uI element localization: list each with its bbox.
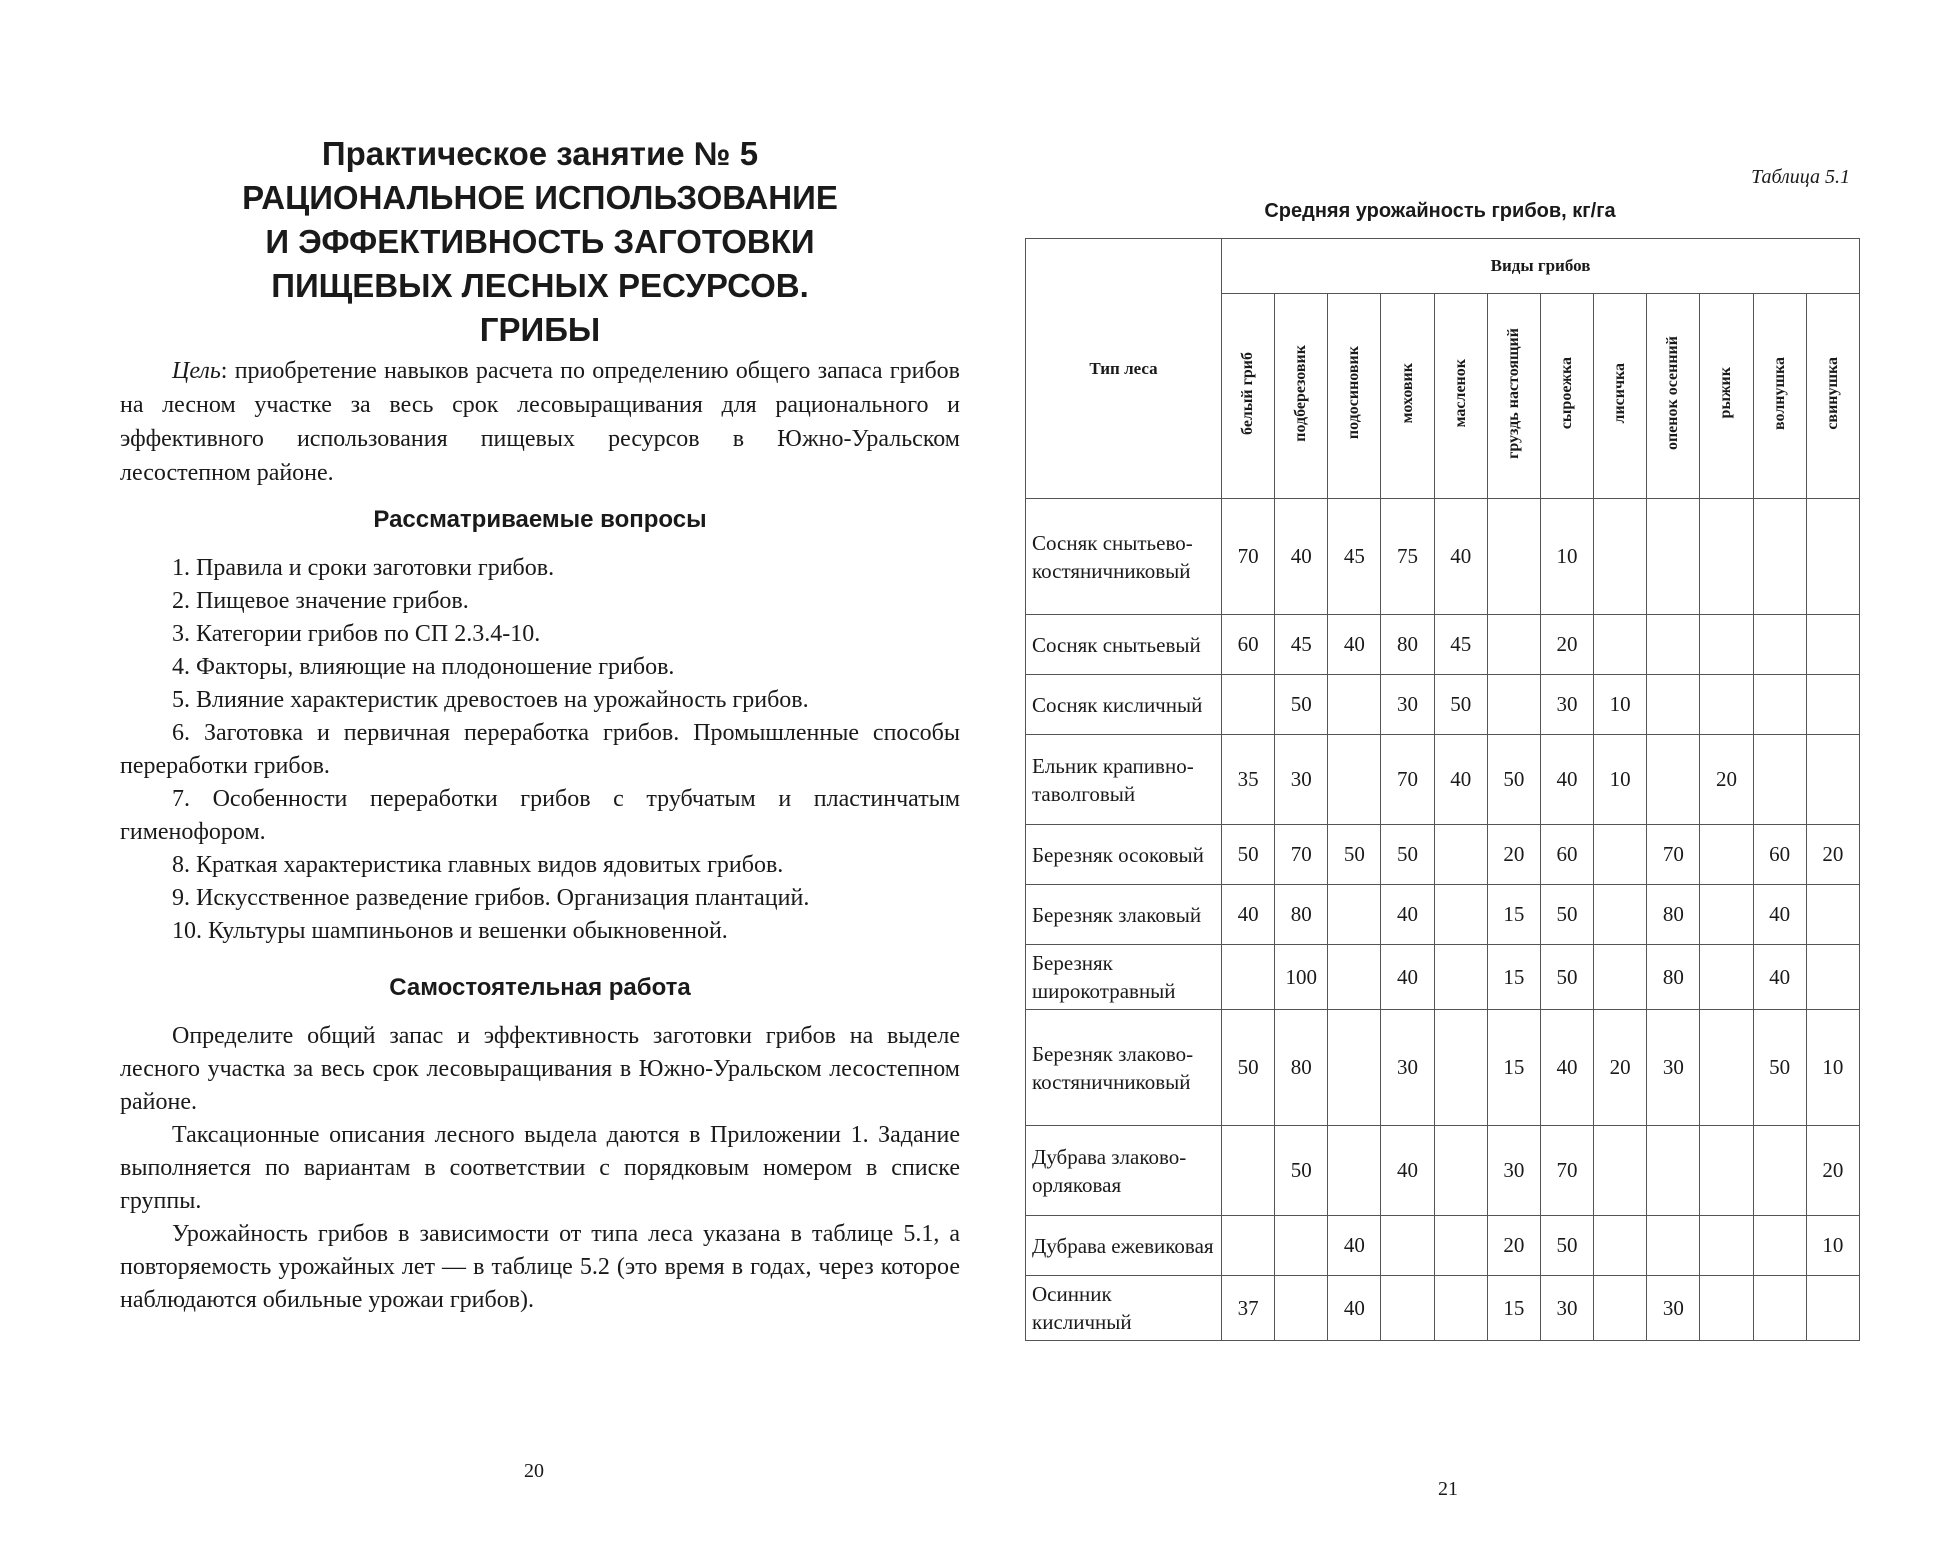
lesson-title [110, 132, 970, 352]
yield-cell: 15 [1487, 885, 1540, 945]
yield-cell [1328, 945, 1381, 1010]
yield-cell: 30 [1540, 675, 1593, 735]
question-item: 9. Искусственное разведение грибов. Организация плантаций. [172, 885, 810, 911]
yield-cell [1647, 615, 1700, 675]
yield-cell [1700, 885, 1753, 945]
yield-cell: 40 [1328, 615, 1381, 675]
goal-label: Цель [172, 358, 221, 384]
species-label: рыжик [1717, 367, 1735, 419]
yield-cell: 40 [1328, 1216, 1381, 1276]
forest-type-cell: Сосняк снытьево-костяничниковый [1026, 499, 1222, 615]
yield-cell [1487, 615, 1540, 675]
yield-cell [1487, 675, 1540, 735]
species-label: масленок [1451, 358, 1469, 428]
yield-cell: 35 [1222, 735, 1275, 825]
yield-cell [1806, 615, 1859, 675]
yield-cell: 45 [1328, 499, 1381, 615]
question-item: 5. Влияние характеристик древостоев на урожайность грибов. [172, 687, 809, 713]
species-header [1753, 294, 1806, 499]
yield-cell: 50 [1540, 885, 1593, 945]
yield-cell [1381, 1276, 1434, 1341]
yield-cell: 70 [1275, 825, 1328, 885]
species-header [1647, 294, 1700, 499]
species-header [1487, 294, 1540, 499]
yield-cell [1700, 825, 1753, 885]
yield-cell: 60 [1753, 825, 1806, 885]
table-row [1026, 735, 1860, 825]
yield-cell [1647, 675, 1700, 735]
species-label: груздь настоящий [1504, 327, 1522, 459]
yield-cell: 50 [1222, 825, 1275, 885]
yield-cell: 37 [1222, 1276, 1275, 1341]
yield-cell: 10 [1594, 735, 1647, 825]
yield-cell: 20 [1806, 825, 1859, 885]
species-label: подберезовик [1292, 344, 1310, 442]
yield-cell [1753, 1276, 1806, 1341]
yield-cell [1434, 1276, 1487, 1341]
title-line: ПИЩЕВЫХ ЛЕСНЫХ РЕСУРСОВ. [271, 267, 809, 304]
yield-cell: 80 [1647, 945, 1700, 1010]
yield-cell [1806, 885, 1859, 945]
yield-cell: 75 [1381, 499, 1434, 615]
yield-cell: 40 [1434, 735, 1487, 825]
yield-cell [1806, 675, 1859, 735]
yield-cell [1594, 825, 1647, 885]
yield-cell: 40 [1381, 1126, 1434, 1216]
yield-cell [1700, 615, 1753, 675]
yield-cell [1700, 675, 1753, 735]
yield-cell: 30 [1647, 1010, 1700, 1126]
yield-cell: 50 [1487, 735, 1540, 825]
yield-cell [1806, 499, 1859, 615]
forest-type-cell: Березняк осоковый [1026, 825, 1222, 885]
yield-cell: 50 [1540, 1216, 1593, 1276]
yield-cell [1222, 675, 1275, 735]
yield-cell: 45 [1434, 615, 1487, 675]
work-section [120, 1020, 960, 1317]
yield-cell: 30 [1540, 1276, 1593, 1341]
yield-cell [1700, 1216, 1753, 1276]
yield-cell [1700, 1010, 1753, 1126]
question-item: 3. Категории грибов по СП 2.3.4-10. [172, 621, 541, 647]
yield-cell [1594, 885, 1647, 945]
species-header [1434, 294, 1487, 499]
work-heading: Самостоятельная работа [389, 974, 691, 1001]
yield-cell: 60 [1540, 825, 1593, 885]
table-row [1026, 1010, 1860, 1126]
yield-cell: 30 [1381, 1010, 1434, 1126]
yield-cell [1594, 499, 1647, 615]
title-line: И ЭФФЕКТИВНОСТЬ ЗАГОТОВКИ [265, 223, 815, 260]
yield-cell: 70 [1381, 735, 1434, 825]
yield-cell: 15 [1487, 1276, 1540, 1341]
yield-cell: 20 [1594, 1010, 1647, 1126]
table-row [1026, 885, 1860, 945]
question-item: 6. Заготовка и первичная переработка грибов. Промышленные способы переработки грибов. [120, 720, 960, 779]
yield-cell [1700, 945, 1753, 1010]
yield-cell [1700, 1276, 1753, 1341]
yield-cell [1753, 1126, 1806, 1216]
species-label: волнушка [1770, 356, 1788, 430]
yield-cell [1222, 945, 1275, 1010]
question-item: 1. Правила и сроки заготовки грибов. [172, 555, 555, 581]
forest-type-cell: Березняк злаковый [1026, 885, 1222, 945]
species-header [1275, 294, 1328, 499]
species-label: подосиновик [1345, 346, 1363, 440]
species-header [1222, 294, 1275, 499]
yield-cell: 80 [1647, 885, 1700, 945]
yield-cell [1434, 1126, 1487, 1216]
right-page [1010, 0, 1870, 1560]
forest-type-cell: Дубрава ежевиковая [1026, 1216, 1222, 1276]
species-header [1806, 294, 1859, 499]
yield-cell [1594, 945, 1647, 1010]
yield-cell [1328, 885, 1381, 945]
yield-cell [1434, 825, 1487, 885]
yield-cell [1647, 1126, 1700, 1216]
yield-cell: 30 [1275, 735, 1328, 825]
yield-cell [1594, 1216, 1647, 1276]
yield-cell [1434, 885, 1487, 945]
work-paragraph: Определите общий запас и эффективность заготовки грибов на выделе лесного участка за весь срок лесовыращивания в Южно-Уральском лесостепном районе. [120, 1023, 960, 1115]
yield-cell [1594, 615, 1647, 675]
species-header [1540, 294, 1593, 499]
yield-cell: 70 [1222, 499, 1275, 615]
yield-cell: 40 [1753, 885, 1806, 945]
yield-cell [1700, 499, 1753, 615]
yield-cell [1647, 1216, 1700, 1276]
table-row [1026, 675, 1860, 735]
yield-cell: 40 [1381, 885, 1434, 945]
yield-cell: 15 [1487, 945, 1540, 1010]
yield-cell: 50 [1275, 675, 1328, 735]
yield-cell: 30 [1647, 1276, 1700, 1341]
species-label: сыроежка [1558, 356, 1576, 430]
title-line: ГРИБЫ [479, 311, 601, 348]
yield-cell: 50 [1275, 1126, 1328, 1216]
title-line: РАЦИОНАЛЬНОЕ ИСПОЛЬЗОВАНИЕ [242, 179, 838, 216]
yield-cell [1753, 675, 1806, 735]
forest-type-cell: Осинник кисличный [1026, 1276, 1222, 1341]
species-label: свинушка [1823, 356, 1841, 430]
yield-cell [1806, 1276, 1859, 1341]
yield-cell [1222, 1216, 1275, 1276]
work-paragraph: Таксационные описания лесного выдела даются в Приложении 1. Задание выполняется по вариантам в соответствии с порядковым номером в списке группы. [120, 1122, 960, 1214]
species-header [1700, 294, 1753, 499]
yield-cell: 30 [1381, 675, 1434, 735]
yield-cell [1434, 1216, 1487, 1276]
yield-cell: 80 [1275, 885, 1328, 945]
question-item: 4. Факторы, влияющие на плодоношение грибов. [172, 654, 675, 680]
table-row [1026, 499, 1860, 615]
question-item: 8. Краткая характеристика главных видов ядовитых грибов. [172, 852, 784, 878]
yield-cell: 60 [1222, 615, 1275, 675]
goal-paragraph [120, 354, 960, 490]
table-row [1026, 1126, 1860, 1216]
table-row [1026, 1216, 1860, 1276]
yield-cell [1328, 735, 1381, 825]
forest-type-cell: Дубрава злаково-орляковая [1026, 1126, 1222, 1216]
forest-type-cell: Ельник крапивно-таволговый [1026, 735, 1222, 825]
species-label: моховик [1398, 362, 1416, 424]
forest-type-cell: Березняк злаково-костяничниковый [1026, 1010, 1222, 1126]
mushroom-yield-table [1025, 238, 1860, 1341]
yield-cell: 50 [1540, 945, 1593, 1010]
yield-cell [1753, 735, 1806, 825]
yield-cell: 40 [1540, 1010, 1593, 1126]
yield-cell: 50 [1753, 1010, 1806, 1126]
species-header [1381, 294, 1434, 499]
yield-cell [1753, 615, 1806, 675]
species-header [1328, 294, 1381, 499]
yield-cell: 80 [1381, 615, 1434, 675]
forest-type-cell: Березняк широкотравный [1026, 945, 1222, 1010]
yield-cell: 100 [1275, 945, 1328, 1010]
yield-cell [1328, 1126, 1381, 1216]
yield-cell: 50 [1222, 1010, 1275, 1126]
yield-cell [1700, 1126, 1753, 1216]
yield-cell: 20 [1700, 735, 1753, 825]
yield-cell [1328, 1010, 1381, 1126]
col-group-species: Виды грибов [1222, 239, 1860, 294]
yield-cell [1434, 1010, 1487, 1126]
yield-cell: 40 [1540, 735, 1593, 825]
yield-cell [1806, 735, 1859, 825]
table-row [1026, 615, 1860, 675]
yield-cell: 10 [1540, 499, 1593, 615]
forest-type-cell: Сосняк кисличный [1026, 675, 1222, 735]
yield-cell: 40 [1381, 945, 1434, 1010]
yield-cell [1753, 499, 1806, 615]
yield-cell [1647, 499, 1700, 615]
questions-heading: Рассматриваемые вопросы [373, 506, 707, 533]
yield-cell [1381, 1216, 1434, 1276]
question-item: 10. Культуры шампиньонов и вешенки обыкновенной. [172, 918, 728, 944]
yield-cell [1434, 945, 1487, 1010]
table-caption: Таблица 5.1 [1751, 166, 1850, 188]
species-label: белый гриб [1239, 351, 1257, 435]
yield-cell [1222, 1126, 1275, 1216]
yield-cell: 20 [1540, 615, 1593, 675]
species-header [1594, 294, 1647, 499]
yield-cell [1647, 735, 1700, 825]
yield-cell: 80 [1275, 1010, 1328, 1126]
yield-cell: 40 [1434, 499, 1487, 615]
yield-cell: 50 [1434, 675, 1487, 735]
page-number: 20 [524, 1460, 544, 1482]
yield-cell: 70 [1647, 825, 1700, 885]
yield-cell [1753, 1216, 1806, 1276]
species-label: лисичка [1611, 362, 1629, 424]
yield-cell: 45 [1275, 615, 1328, 675]
question-item: 2. Пищевое значение грибов. [172, 588, 469, 614]
col-forest-type: Тип леса [1026, 239, 1222, 499]
left-page [110, 0, 970, 1560]
yield-cell: 10 [1806, 1216, 1859, 1276]
table-row [1026, 945, 1860, 1010]
yield-cell: 40 [1328, 1276, 1381, 1341]
yield-cell: 20 [1487, 825, 1540, 885]
title-line: Практическое занятие № 5 [321, 135, 759, 172]
species-label: опенок осенний [1664, 335, 1682, 451]
table-row [1026, 825, 1860, 885]
forest-type-cell: Сосняк снытьевый [1026, 615, 1222, 675]
yield-cell: 40 [1753, 945, 1806, 1010]
yield-cell: 10 [1806, 1010, 1859, 1126]
yield-cell: 10 [1594, 675, 1647, 735]
yield-cell [1487, 499, 1540, 615]
yield-cell: 20 [1487, 1216, 1540, 1276]
page-number: 21 [1438, 1478, 1458, 1500]
yield-cell: 70 [1540, 1126, 1593, 1216]
yield-cell: 40 [1275, 499, 1328, 615]
yield-cell [1594, 1126, 1647, 1216]
yield-cell [1594, 1276, 1647, 1341]
work-paragraph: Урожайность грибов в зависимости от типа леса указана в таблице 5.1, а повторяемость урожайных лет — в таблице 5.2 (это время в годах, через которое наблюдаются обильные урожаи грибов). [120, 1221, 960, 1313]
yield-cell: 40 [1222, 885, 1275, 945]
yield-cell [1328, 675, 1381, 735]
yield-cell: 50 [1328, 825, 1381, 885]
yield-cell: 15 [1487, 1010, 1540, 1126]
table-title: Средняя урожайность грибов, кг/га [1264, 200, 1616, 222]
question-item: 7. Особенности переработки грибов с трубчатым и пластинчатым гименофором. [120, 786, 960, 845]
yield-cell: 20 [1806, 1126, 1859, 1216]
yield-cell [1275, 1276, 1328, 1341]
table-row [1026, 1276, 1860, 1341]
yield-cell [1806, 945, 1859, 1010]
goal-text: : приобретение навыков расчета по определению общего запаса грибов на лесном участке за весь срок лесовыращивания для рационального и эффективного использования пищевых ресурсов в Южно-Уральском лесостепном районе. [120, 358, 960, 486]
questions-list [120, 552, 960, 948]
yield-cell: 30 [1487, 1126, 1540, 1216]
yield-cell: 50 [1381, 825, 1434, 885]
yield-cell [1275, 1216, 1328, 1276]
